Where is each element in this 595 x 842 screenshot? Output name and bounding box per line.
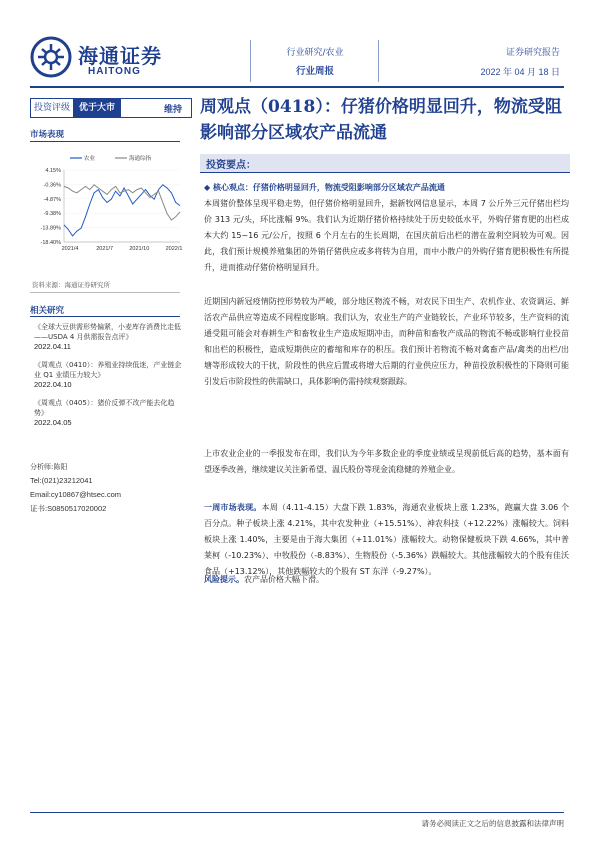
logo-text-cn: 海通证券 [78,44,162,68]
footer-rule [30,812,564,813]
core-view-text: 核心观点：仔猪价格明显回升，物流受阻影响部分区域农产品流通 [212,183,445,192]
related-item[interactable] [34,360,184,390]
y-tick-label: -18.40% [40,240,61,246]
related-item-date: 2022.04.05 [34,418,72,427]
header-category: 行业研究/农业 [286,48,344,58]
paragraph-market-weekly [204,500,569,580]
header-report-type: 行业周报 [295,66,334,77]
risk-text: 农产品价格大幅下滑。 [244,575,324,584]
rating-value: 优于大市 [73,99,121,117]
analyst-name: 分析师:陈阳 [30,463,68,471]
risk-label: 风险提示。 [204,575,244,584]
y-tick-label: -0.36% [43,182,61,189]
paragraph-logistics: 近期国内新冠疫情防控形势较为严峻，部分地区物流不畅，对农民下田生产、农机作业、农资调运、鲜活农产品供应等造成不同程度影响。我们认为，农业生产的产业链较长，产业环节较多，生产资料的流通受阻可能会对春耕生产和畜牧业生产造成短期冲击，而种苗和畜牧产成品的物流不畅或影响行业投苗和出栏的积极性，造成短期供应的蓄缩和库存的积压。我们预计若物流不畅对禽畜产品/禽类的出栏/出塘等形成较大的干扰，阶段性的供应后置或将增大后期的行业供应压力，种苗投放积极性的下降则可能引发后市阶段性的供需缺口，具体影响仍需持续观察跟踪。 [204,297,569,386]
rating-box [30,98,192,118]
footer-disclaimer[interactable]: 请务必阅读正文之后的信息披露和法律声明 [421,819,564,828]
invest-heading: 投资要点： [206,160,256,171]
core-view [204,182,570,193]
related-item-title: 《全球大豆供需形势偏紧，小麦库存消费比走低——USDA 4 月供需报告点评》 [34,323,181,341]
header-divider [378,40,379,82]
haitong-logo-icon [30,36,72,78]
x-tick-label: 2021/10 [129,246,150,252]
y-tick-label: -13.89% [40,225,61,232]
paragraph-risk [204,572,569,588]
related-heading: 相关研究 [30,306,65,316]
header-date: 2022 年 04 月 18 日 [480,67,560,77]
market-chart [30,150,190,260]
rating-keep: 维持 [163,104,182,115]
analyst-tel: Tel:(021)23212041 [30,476,93,485]
x-tick-label: 2022/1 [165,246,183,252]
related-item[interactable] [34,398,184,428]
invest-heading-bar [200,154,570,172]
analyst-info [30,460,121,516]
y-tick-label: 4.15% [45,168,61,174]
market-weekly-text: 本周（4.11-4.15）大盘下跌 1.83%，海通农业板块上涨 1.23%，跑赢大盘 3.06 个百分点。种子板块上涨 4.21%，其中农发种业（+15.51%）、神农科技（+12.22%）涨幅较大。饲料板块上涨 1.40%，主要是由于海大集团（+11.01%）涨幅较大。动物保健板块下跌 4.66%，其中普莱柯（-10.23%）、中牧股份（-8.83%）、生物股份（-5.36%）跌幅较大。其他涨幅较大的个股有佳沃食品（+13.12%），其他跌幅较大的个股有 ST 东洋（-9.27%）。 [204,503,570,576]
y-tick-label: -4.87% [43,196,61,203]
legend-label: 农业 [84,156,96,162]
analyst-cert: 证书:S0850517020002 [30,504,107,513]
related-item-title: 《周观点（0410）：养殖业持续低迷，产业链企业 Q1 业绩压力较大》 [34,361,182,379]
report-title: 周观点（0418）：仔猪价格明显回升，物流受阻影响部分区域农产品流通 [200,97,562,143]
related-item-title: 《周观点（0405）：猪价反弹不改产能去化趋势》 [34,399,175,417]
paragraph-q1-report: 上市农业企业的一季报发布在即，我们认为今年多数企业的季度业绩或呈现前低后高的趋势，基本面有望逐季改善，继续建议关注新希望、温氏股份等现金流稳健的养殖企业。 [204,449,569,474]
header-report-kind: 证券研究报告 [505,48,560,58]
market-heading: 市场表现 [30,130,65,140]
invest-rule [200,172,570,173]
market-rule [30,141,180,142]
y-tick-label: -9.38% [43,211,61,218]
source-rule [30,292,180,293]
x-tick-label: 2021/7 [96,246,114,252]
paragraph-pig-price: 本周猪价整体呈现平稳走势，但仔猪价格明显回升，据新牧网信息显示，本周 7 公斤外三元仔猪出栏均价 313 元/头，环比涨幅 9%。我们认为近期仔猪价格持续处于历史较低水平，外购仔猪育肥的出栏成本大约 15~16 元/公斤，按照 6 个月左右的生长周期，在国庆前后出栏的潜在盈利空间较为可观。因此，我们预计规模养殖集团的外销仔猪供应或多将转为自用，而中小散户的外购仔猪育肥积极性有所提升，进而推动仔猪价格明显回升。 [204,199,569,272]
analyst-email[interactable]: Email:cy10867@htsec.com [30,490,121,499]
legend-label: 海通综指 [129,156,152,162]
market-weekly-label: 一周市场表现。 [204,503,262,512]
x-tick-label: 2021/4 [61,246,79,252]
related-item[interactable] [34,322,184,352]
bullet-icon: ◆ [204,183,213,192]
header-divider [250,40,251,82]
related-item-date: 2022.04.10 [34,380,72,389]
chart-source: 资料来源：海通证券研究所 [32,281,110,289]
header-rule [30,86,564,88]
logo-text-en: HAITONG [88,66,141,77]
related-rule [30,316,180,317]
series-line [64,185,180,220]
rating-label: 投资评级 [31,99,73,117]
related-item-date: 2022.04.11 [34,342,71,351]
